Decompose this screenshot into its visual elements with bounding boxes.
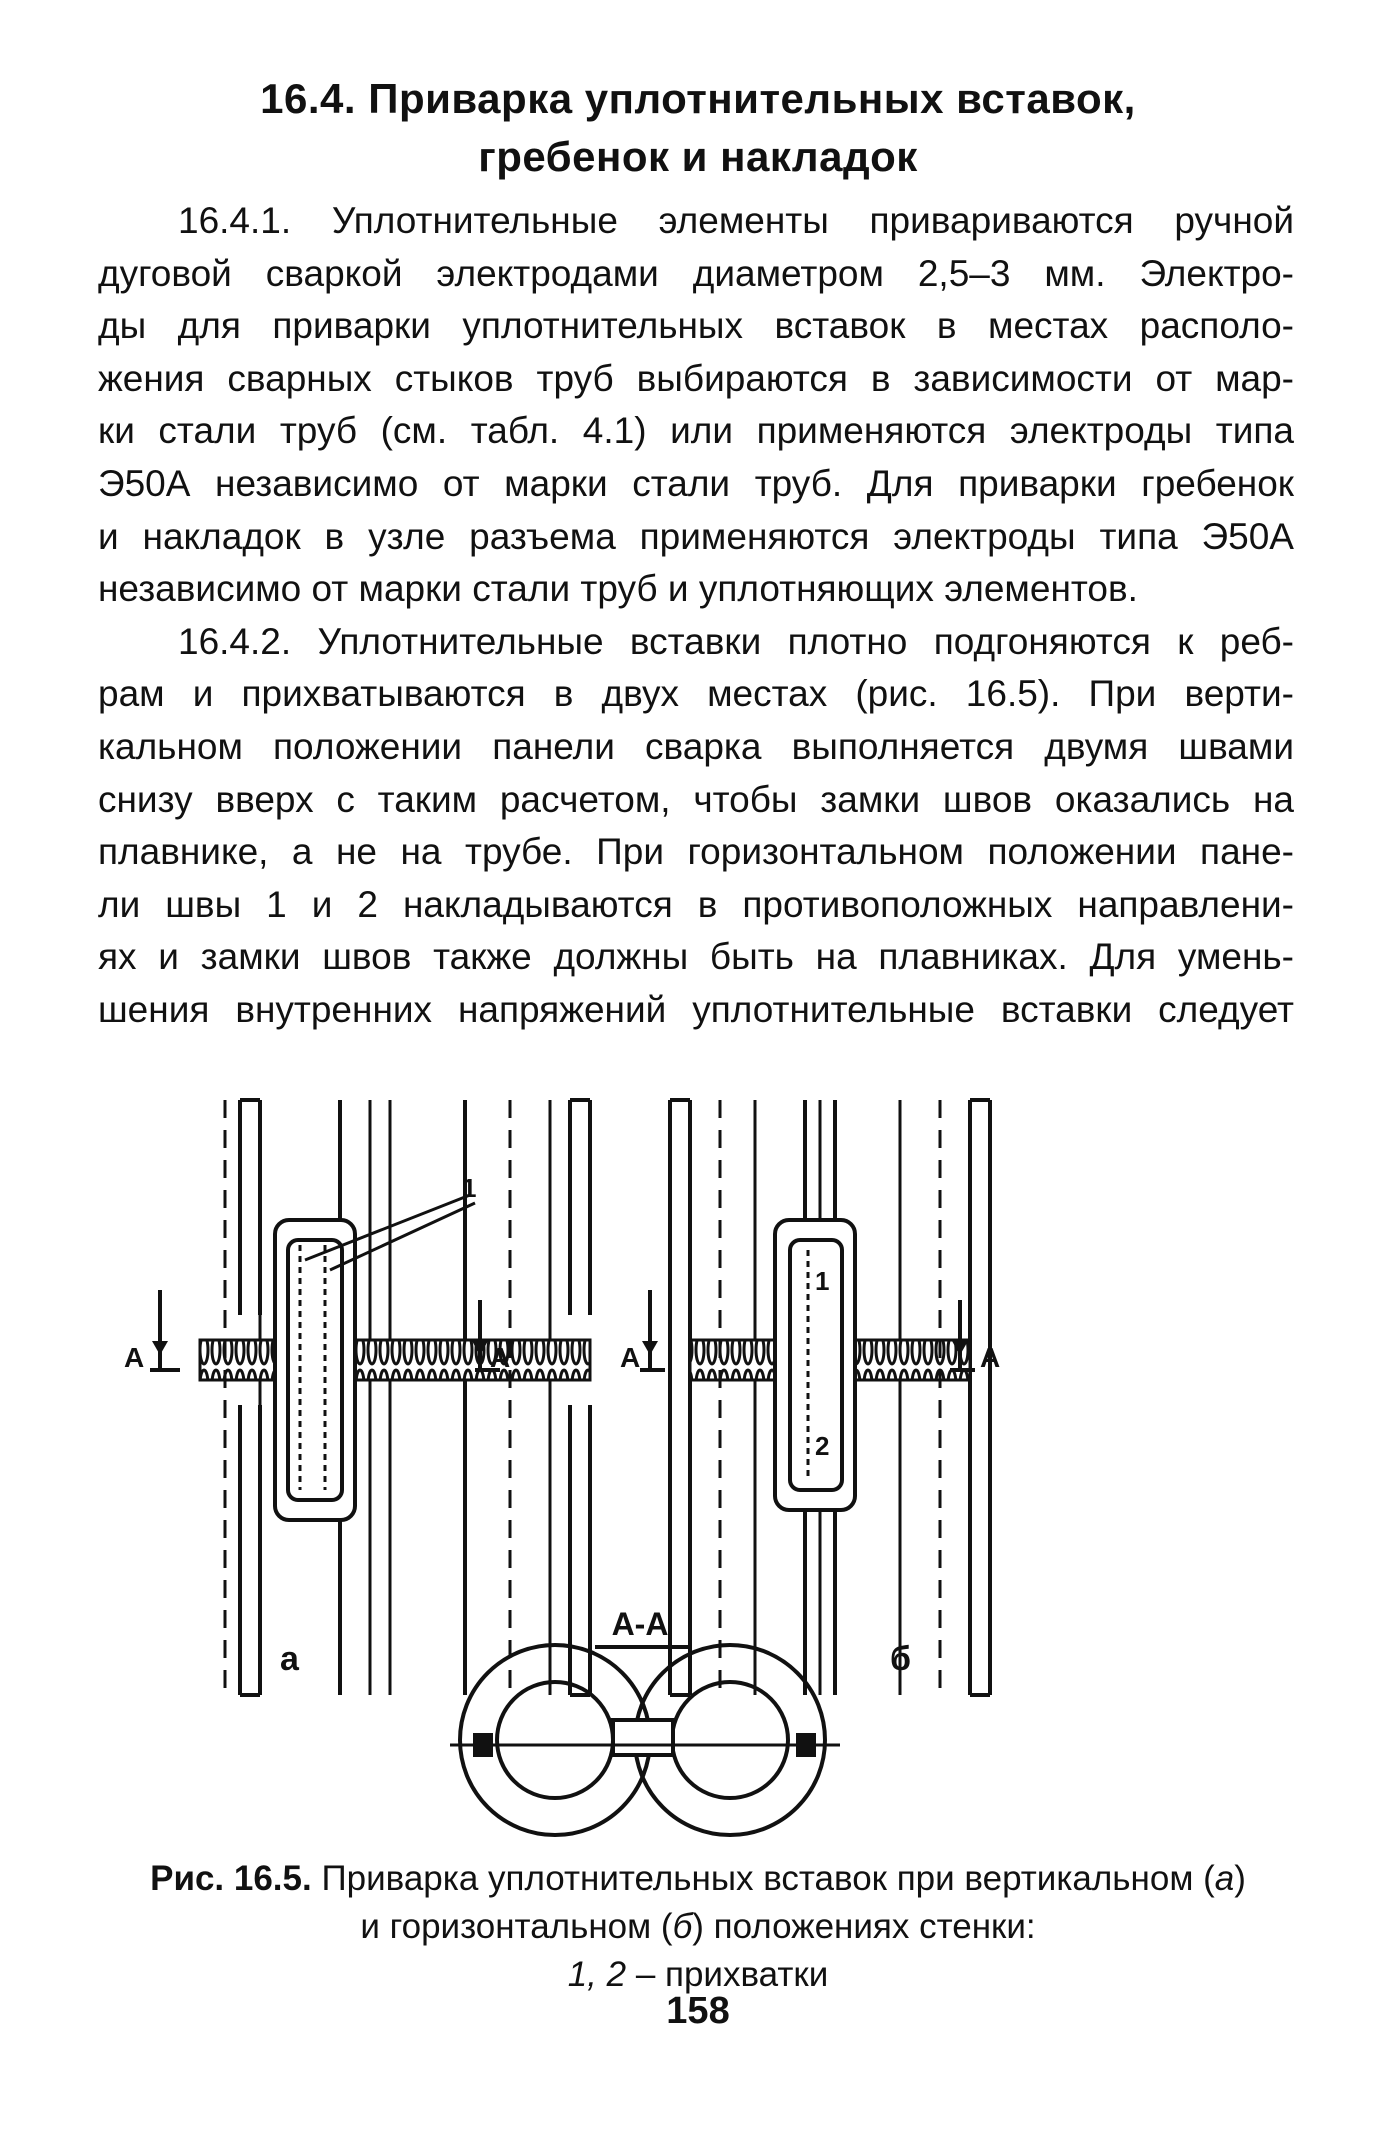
figure-16-5 bbox=[124, 1095, 1250, 1835]
text-line: шения внутренних напряжений уплотнительные вставки следует bbox=[98, 988, 1294, 1030]
body-text bbox=[98, 195, 1294, 1037]
section-a-a-title: А-А bbox=[611, 1606, 669, 1642]
text-line: ях и замки швов также должны быть на плавниках. Для умень- bbox=[98, 936, 1294, 978]
text-line: плавнике, а не на трубе. При горизонтальном положении пане- bbox=[98, 831, 1294, 873]
section-mark-a-left: А bbox=[124, 1342, 145, 1373]
text-line: жения сварных стыков труб выбираются в зависимости от мар- bbox=[98, 357, 1294, 399]
caption-line-2 bbox=[0, 1903, 1396, 1951]
section-title bbox=[0, 70, 1396, 186]
section-mark-a-right: А bbox=[490, 1342, 511, 1373]
caption-text: и горизонтальном ( bbox=[360, 1907, 673, 1946]
text-line: 16.4.2. Уплотнительные вставки плотно подгоняются к реб- bbox=[178, 620, 1294, 662]
diagram-b bbox=[640, 1100, 990, 1695]
callout-1-a: 1 bbox=[462, 1173, 477, 1203]
section-mark-b-left: А bbox=[620, 1342, 641, 1373]
text-line: дуговой сваркой электродами диаметром 2,5–3 мм. Электро- bbox=[98, 252, 1294, 294]
label-a: а bbox=[280, 1640, 299, 1678]
caption-text: ) bbox=[1234, 1859, 1246, 1898]
text-line: 16.4.1. Уплотнительные элементы привариваются ручной bbox=[178, 200, 1294, 241]
text-line: ли швы 1 и 2 накладываются в противоположных направлени- bbox=[98, 883, 1294, 925]
diagram-a bbox=[150, 1100, 590, 1695]
caption-text: Приварка уплотнительных вставок при вертикальном ( bbox=[311, 1859, 1215, 1898]
section-title-line-1: 16.4. Приварка уплотнительных вставок, bbox=[260, 75, 1136, 122]
caption-legend-numbers: 1, 2 bbox=[567, 1955, 627, 1994]
callout-1-b: 1 bbox=[815, 1266, 830, 1296]
text-line: и накладок в узле разъема применяются электроды типа Э50А bbox=[98, 515, 1294, 557]
page-number: 158 bbox=[666, 1990, 730, 2032]
text-line: ды для приварки уплотнительных вставок в местах располо- bbox=[98, 305, 1294, 347]
caption-ref-a: а bbox=[1214, 1859, 1235, 1898]
paragraph-16-4-1 bbox=[98, 195, 1294, 616]
caption-line-1 bbox=[0, 1855, 1396, 1903]
section-mark-b-right: А bbox=[980, 1342, 1001, 1373]
text-line: ки стали труб (см. табл. 4.1) или применяются электроды типа bbox=[98, 410, 1294, 452]
callout-2-b: 2 bbox=[815, 1431, 830, 1461]
caption-text: – прихватки bbox=[626, 1955, 829, 1994]
text-line: Э50А независимо от марки стали труб. Для приварки гребенок bbox=[98, 462, 1294, 504]
text-line: рам и прихватываются в двух местах (рис. 16.5). При верти- bbox=[98, 673, 1294, 715]
label-b: б bbox=[890, 1640, 912, 1678]
text-line: снизу вверх с таким расчетом, чтобы замки швов оказались на bbox=[98, 778, 1294, 820]
text-line: независимо от марки стали труб и уплотняющих элементов. bbox=[98, 568, 1138, 610]
caption-text: ) положениях стенки: bbox=[692, 1907, 1036, 1946]
section-title-line-2: гребенок и накладок bbox=[478, 133, 918, 180]
caption-ref-b: б bbox=[672, 1907, 693, 1946]
paragraph-16-4-2 bbox=[98, 616, 1294, 1037]
figure-caption bbox=[0, 1855, 1396, 1999]
caption-prefix: Рис. 16.5. bbox=[150, 1859, 312, 1898]
text-line: кальном положении панели сварка выполняется двумя швами bbox=[98, 725, 1294, 767]
